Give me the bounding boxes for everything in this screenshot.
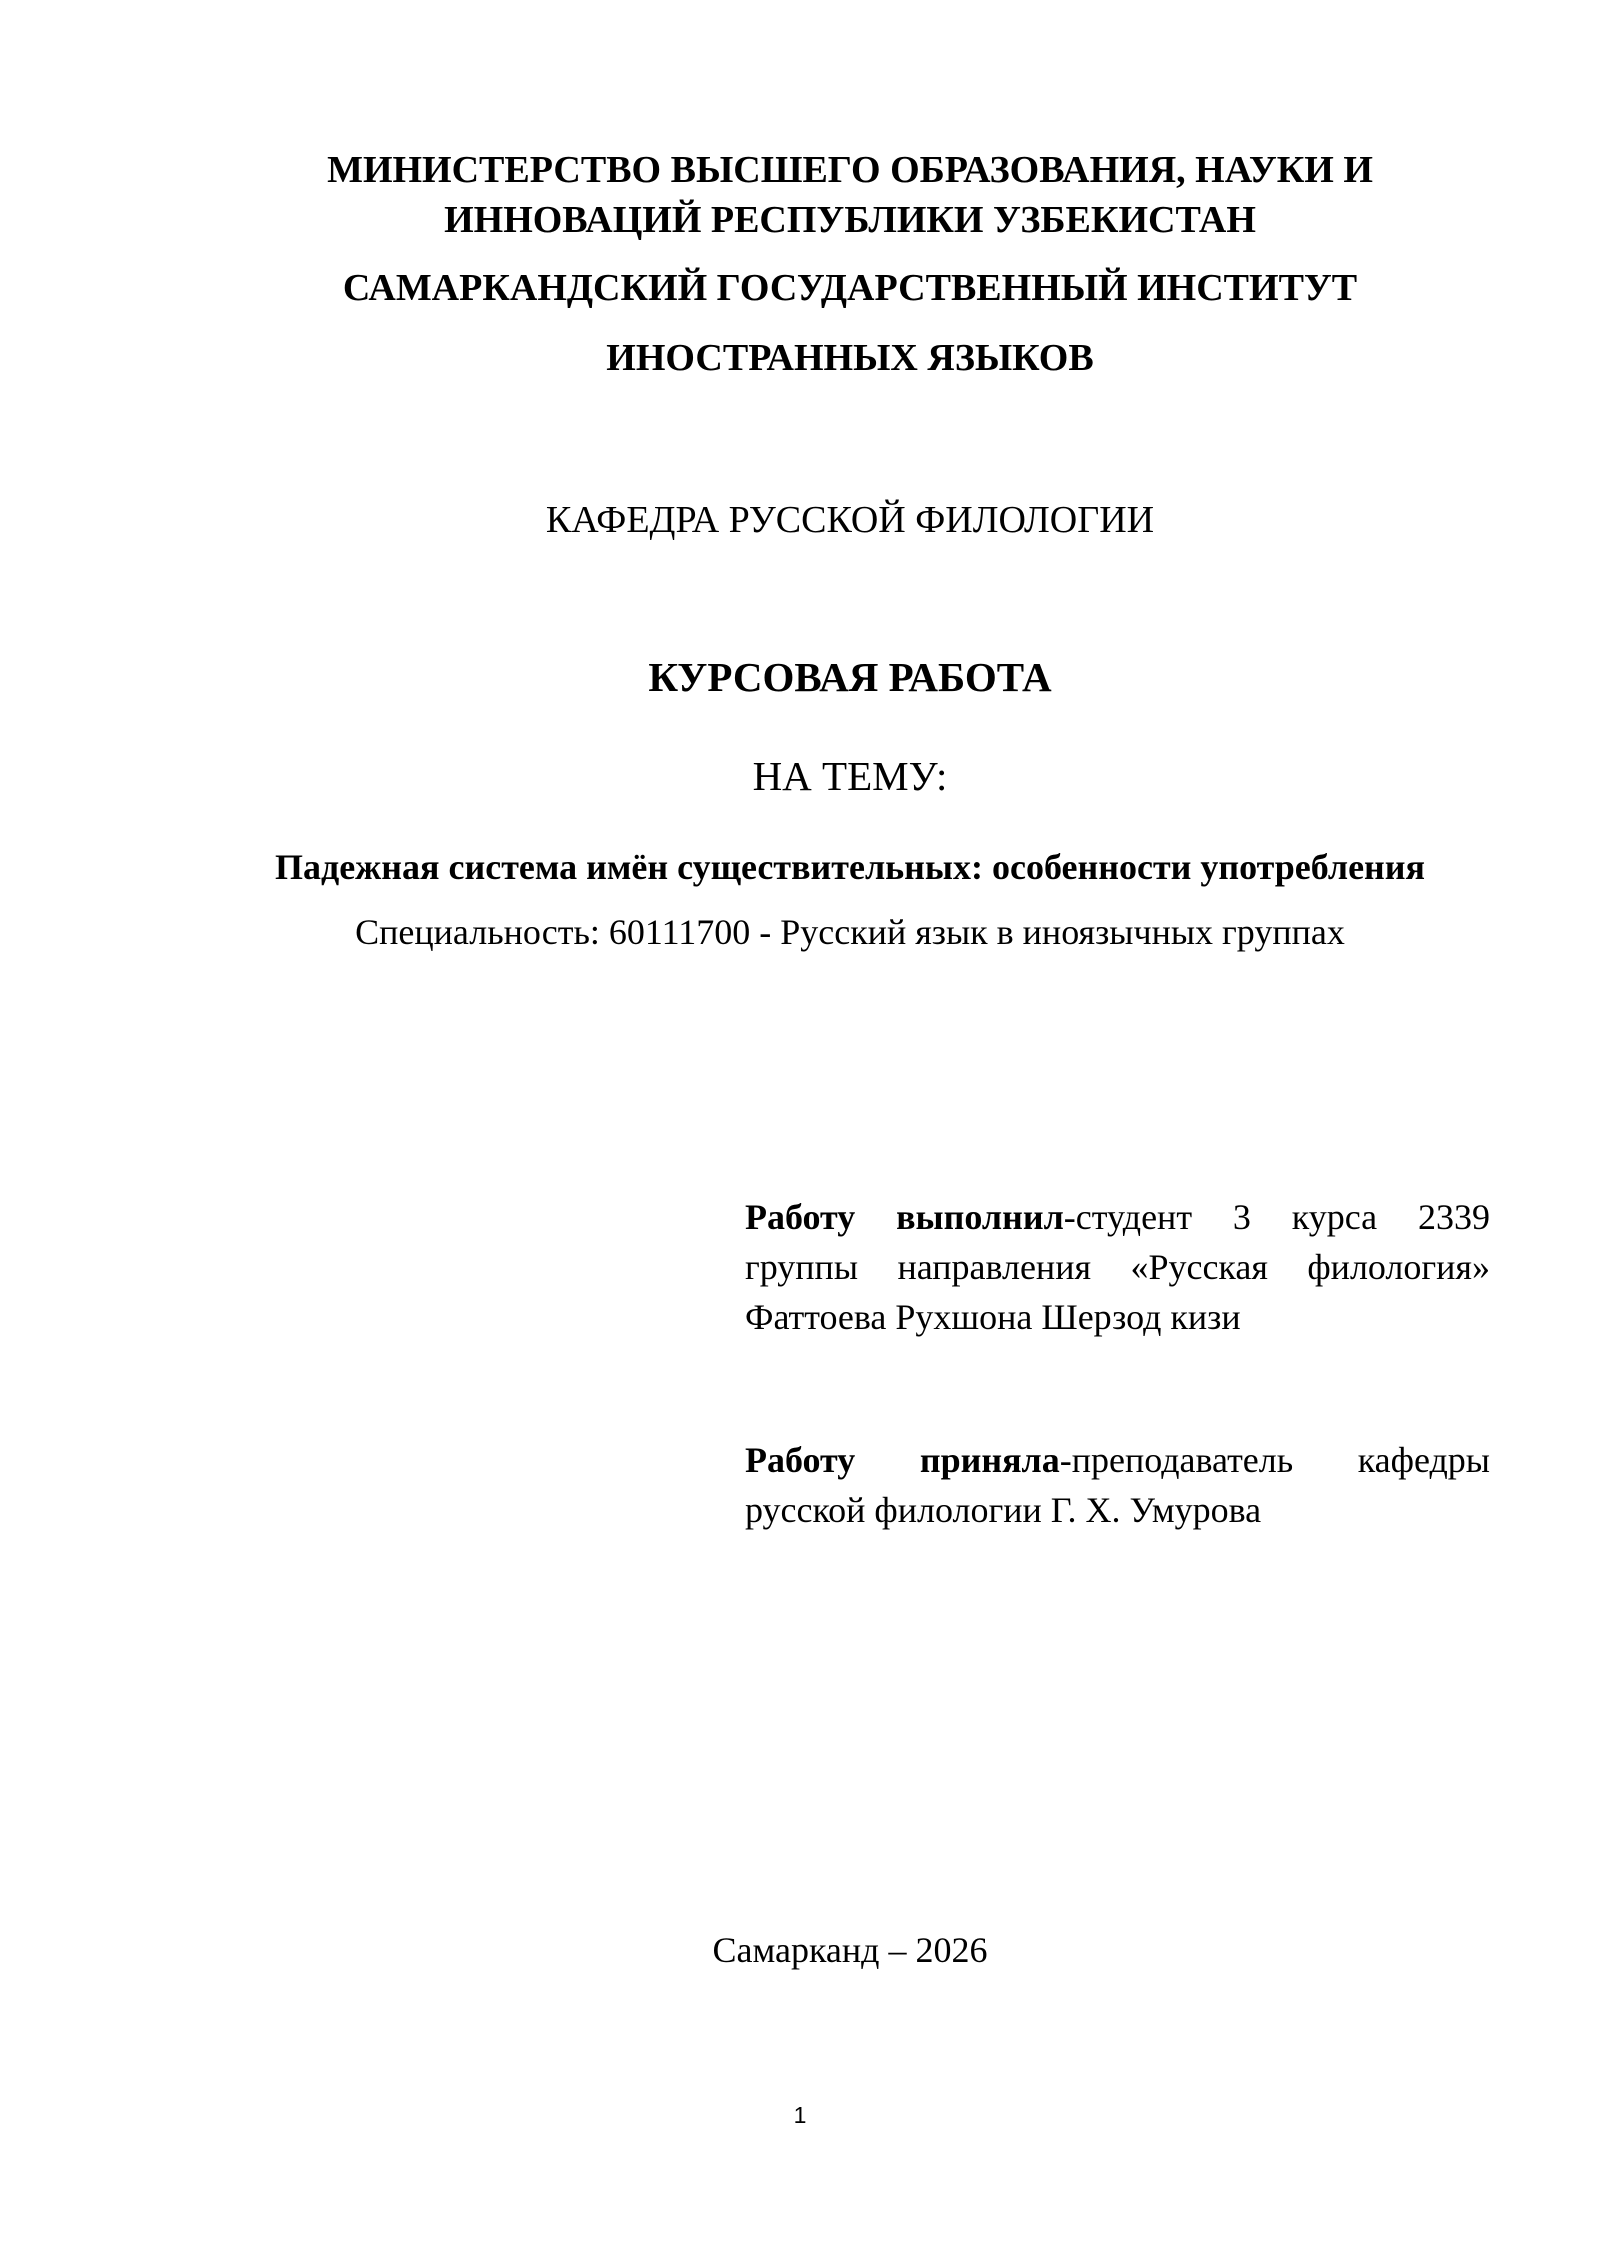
accepted-by-label: Работу приняла xyxy=(745,1440,1060,1480)
topic-label: НА ТЕМУ: xyxy=(752,753,948,799)
accepted-by-line-2: русской филологии Г. Х. Умурова xyxy=(745,1490,1262,1530)
topic-title: Падежная система имён существительных: особенности употребления xyxy=(274,847,1426,887)
ministry-header-line-2: ИННОВАЦИЙ РЕСПУБЛИКИ УЗБЕКИСТАН xyxy=(444,199,1256,241)
institute-name-line-1: САМАРКАНДСКИЙ ГОСУДАРСТВЕННЫЙ ИНСТИТУТ xyxy=(342,267,1358,309)
work-type-title: КУРСОВАЯ РАБОТА xyxy=(648,654,1052,700)
performed-by-line-2: группы направления «Русская филология» xyxy=(745,1247,1490,1287)
page-number: 1 xyxy=(793,2102,807,2128)
ministry-header-line-1: МИНИСТЕРСТВО ВЫСШЕГО ОБРАЗОВАНИЯ, НАУКИ И xyxy=(327,149,1373,191)
accepted-by-block xyxy=(745,1435,1490,1535)
city-year-line: Самарканд – 2026 xyxy=(712,1930,988,1970)
accepted-by-line-1 xyxy=(745,1435,1490,1485)
specialty-line: Специальность: 60111700 - Русский язык в иноязычных группах xyxy=(355,912,1345,952)
accepted-by-line-1-rest: -преподаватель кафедры xyxy=(1059,1440,1490,1480)
performed-by-line-3: Фаттоева Рухшона Шерзод кизи xyxy=(745,1297,1241,1337)
performed-by-line-1 xyxy=(745,1192,1490,1242)
institute-name-line-2: ИНОСТРАННЫХ ЯЗЫКОВ xyxy=(606,337,1094,379)
performed-by-block xyxy=(745,1192,1490,1342)
performed-by-label: Работу выполнил xyxy=(745,1197,1064,1237)
performed-by-line-1-rest: -студент 3 курса 2339 xyxy=(1063,1197,1490,1237)
department-name: КАФЕДРА РУССКОЙ ФИЛОЛОГИИ xyxy=(545,499,1155,541)
